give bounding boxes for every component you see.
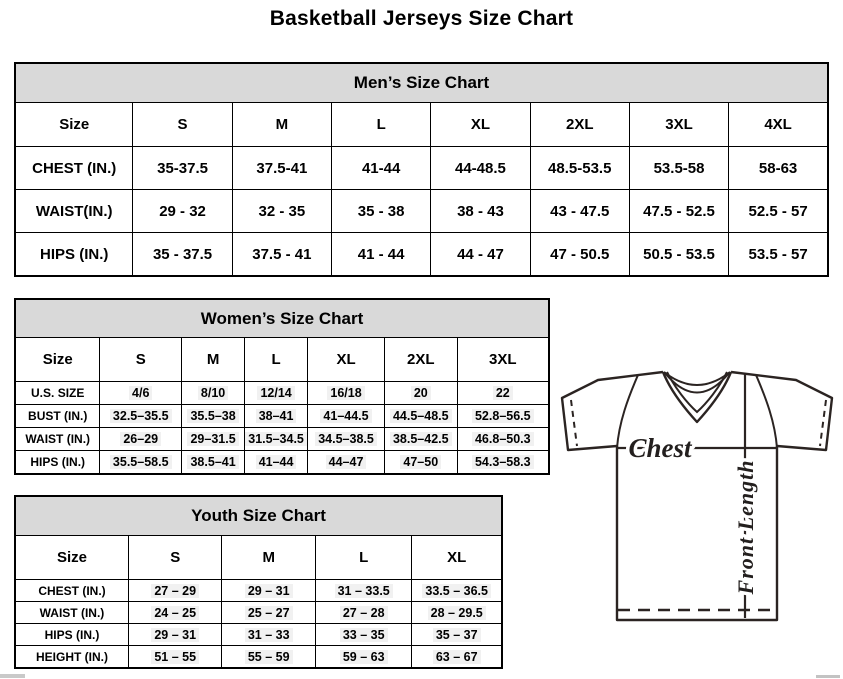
size-value-text: 41–44.5: [320, 409, 371, 423]
size-value-text: 24 – 25: [151, 606, 199, 620]
chest-label: Chest: [628, 433, 692, 463]
mens-chest-row: [15, 147, 828, 190]
youth-waist-row: [15, 602, 502, 624]
size-value: 41-44: [332, 147, 431, 190]
size-value-text: 22: [493, 386, 513, 400]
size-column-label: Size: [15, 338, 100, 382]
row-label: WAIST (IN.): [15, 428, 100, 451]
row-label: CHEST (IN.): [15, 147, 133, 190]
size-value-text: 27 – 28: [340, 606, 388, 620]
size-value: [457, 428, 549, 451]
size-value: [457, 382, 549, 405]
size-value: [100, 405, 182, 428]
size-value: [315, 602, 411, 624]
size-value-text: 33 – 35: [340, 628, 388, 642]
size-value: [128, 646, 222, 669]
size-value: [457, 451, 549, 475]
size-value: [245, 405, 308, 428]
youth-height-row: [15, 646, 502, 669]
row-label: CHEST (IN.): [15, 580, 128, 602]
size-column-header: M: [222, 536, 316, 580]
size-value-text: 12/14: [257, 386, 294, 400]
size-value: [182, 428, 245, 451]
size-column-header: XL: [308, 338, 385, 382]
size-value: [412, 624, 502, 646]
size-value-text: 51 – 55: [151, 650, 199, 664]
size-value: [245, 382, 308, 405]
size-column-header: L: [332, 103, 431, 147]
size-value: [412, 646, 502, 669]
size-value: [222, 624, 316, 646]
size-value: [128, 602, 222, 624]
womens-us-size-row: [15, 382, 549, 405]
size-value-text: 27 – 29: [151, 584, 199, 598]
size-value: [222, 646, 316, 669]
youth-size-header-row: [15, 536, 502, 580]
size-value-text: 46.8–50.3: [472, 432, 534, 446]
size-value-text: 28 – 29.5: [428, 606, 486, 620]
size-value-text: 44–47: [326, 455, 367, 469]
size-column-header: S: [133, 103, 232, 147]
size-value-text: 41–44: [256, 455, 297, 469]
scrollbar-fragment-left[interactable]: [0, 674, 25, 678]
row-label: WAIST (IN.): [15, 602, 128, 624]
mens-chart-title: Men’s Size Chart: [15, 63, 828, 103]
size-value: [308, 405, 385, 428]
womens-size-chart-table: [14, 298, 550, 475]
size-value: [182, 405, 245, 428]
size-column-header: S: [128, 536, 222, 580]
row-label: U.S. SIZE: [15, 382, 100, 405]
youth-size-chart-table: [14, 495, 503, 669]
size-value-text: 35.5–58.5: [110, 455, 172, 469]
size-value-text: 54.3–58.3: [472, 455, 534, 469]
womens-chart-title: Women’s Size Chart: [15, 299, 549, 338]
jersey-outline: [562, 372, 832, 620]
row-label: BUST (IN.): [15, 405, 100, 428]
size-value: 48.5-53.5: [530, 147, 629, 190]
youth-chest-row: [15, 580, 502, 602]
size-value: 38 - 43: [431, 190, 530, 233]
size-value: 50.5 - 53.5: [629, 233, 728, 277]
size-value-text: 29 – 31: [245, 584, 293, 598]
size-value: 43 - 47.5: [530, 190, 629, 233]
size-value-text: 25 – 27: [245, 606, 293, 620]
mens-hips-row: [15, 233, 828, 277]
front-length-label: Front Length: [733, 459, 758, 595]
size-value: [128, 624, 222, 646]
size-value-text: 35 – 37: [433, 628, 481, 642]
cuff-dash-right: [820, 400, 826, 446]
size-value-text: 38–41: [256, 409, 297, 423]
size-value: 32 - 35: [232, 190, 331, 233]
size-value-text: 38.5–42.5: [390, 432, 452, 446]
size-value: 35 - 37.5: [133, 233, 232, 277]
womens-size-header-row: [15, 338, 549, 382]
size-value: [457, 405, 549, 428]
size-value: [182, 382, 245, 405]
womens-section-header-row: [15, 299, 549, 338]
mens-waist-row: [15, 190, 828, 233]
size-value: [308, 382, 385, 405]
size-value: 37.5 - 41: [232, 233, 331, 277]
size-column-header: 2XL: [384, 338, 457, 382]
size-value: 29 - 32: [133, 190, 232, 233]
size-column-header: 2XL: [530, 103, 629, 147]
size-value: 44 - 47: [431, 233, 530, 277]
size-value-text: 38.5–41: [187, 455, 238, 469]
size-value-text: 29 – 31: [151, 628, 199, 642]
size-value: 47 - 50.5: [530, 233, 629, 277]
mens-size-header-row: [15, 103, 828, 147]
row-label: WAIST(IN.): [15, 190, 133, 233]
size-value-text: 55 – 59: [245, 650, 293, 664]
size-value-text: 52.8–56.5: [472, 409, 534, 423]
size-value: [308, 451, 385, 475]
size-value: [315, 646, 411, 669]
size-value: [182, 451, 245, 475]
size-value: 35-37.5: [133, 147, 232, 190]
size-value-text: 47–50: [400, 455, 441, 469]
size-value: [412, 602, 502, 624]
size-column-header: 3XL: [457, 338, 549, 382]
page-title: Basketball Jerseys Size Chart: [269, 7, 574, 30]
youth-hips-row: [15, 624, 502, 646]
size-value: [100, 451, 182, 475]
size-value-text: 31 – 33: [245, 628, 293, 642]
size-column-header: 3XL: [629, 103, 728, 147]
size-value-text: 33.5 – 36.5: [422, 584, 491, 598]
scrollbar-fragment-right[interactable]: [816, 675, 840, 678]
size-value-text: 26–29: [120, 432, 161, 446]
row-label: HIPS (IN.): [15, 233, 133, 277]
size-value: 44-48.5: [431, 147, 530, 190]
size-value-text: 32.5–35.5: [110, 409, 172, 423]
size-value-text: 35.5–38: [187, 409, 238, 423]
size-value: [222, 580, 316, 602]
row-label: HEIGHT (IN.): [15, 646, 128, 669]
size-value: [100, 382, 182, 405]
womens-waist-row: [15, 428, 549, 451]
size-value: [384, 382, 457, 405]
size-column-header: XL: [431, 103, 530, 147]
womens-bust-row: [15, 405, 549, 428]
size-value-text: 34.5–38.5: [315, 432, 377, 446]
size-value: 41 - 44: [332, 233, 431, 277]
size-value: 52.5 - 57: [729, 190, 828, 233]
youth-section-header-row: [15, 496, 502, 536]
size-value-text: 8/10: [198, 386, 228, 400]
jersey-measurement-diagram: [556, 360, 841, 625]
size-column-header: L: [315, 536, 411, 580]
row-label: HIPS (IN.): [15, 624, 128, 646]
size-value-text: 16/18: [327, 386, 364, 400]
size-value: [315, 624, 411, 646]
size-value: 47.5 - 52.5: [629, 190, 728, 233]
size-value-text: 20: [411, 386, 431, 400]
size-column-label: Size: [15, 536, 128, 580]
size-column-label: Size: [15, 103, 133, 147]
womens-hips-row: [15, 451, 549, 475]
size-value-text: 4/6: [129, 386, 152, 400]
size-value: [245, 428, 308, 451]
size-value-text: 31.5–34.5: [245, 432, 307, 446]
collar-back-arc-2: [665, 373, 729, 393]
size-value: [412, 580, 502, 602]
size-value-text: 44.5–48.5: [390, 409, 452, 423]
collar-outer-v: [663, 372, 731, 422]
size-value: [384, 405, 457, 428]
size-value: 37.5-41: [232, 147, 331, 190]
size-value: 53.5-58: [629, 147, 728, 190]
size-value-text: 63 – 67: [433, 650, 481, 664]
size-value: [384, 428, 457, 451]
size-column-header: M: [182, 338, 245, 382]
size-value: [128, 580, 222, 602]
size-value: [222, 602, 316, 624]
size-column-header: L: [245, 338, 308, 382]
size-value: 35 - 38: [332, 190, 431, 233]
size-value: [100, 428, 182, 451]
mens-section-header-row: [15, 63, 828, 103]
size-value-text: 31 – 33.5: [335, 584, 393, 598]
size-column-header: 4XL: [729, 103, 828, 147]
size-value: 58-63: [729, 147, 828, 190]
size-value: [384, 451, 457, 475]
cuff-dash-left: [571, 400, 577, 446]
row-label: HIPS (IN.): [15, 451, 100, 475]
youth-chart-title: Youth Size Chart: [15, 496, 502, 536]
armhole-seam-right: [756, 375, 777, 448]
size-value: [315, 580, 411, 602]
size-value: [308, 428, 385, 451]
size-column-header: M: [232, 103, 331, 147]
mens-size-chart-table: [14, 62, 829, 277]
size-value-text: 59 – 63: [340, 650, 388, 664]
size-value: 53.5 - 57: [729, 233, 828, 277]
size-column-header: S: [100, 338, 182, 382]
size-value-text: 29–31.5: [187, 432, 238, 446]
size-value: [245, 451, 308, 475]
size-column-header: XL: [412, 536, 502, 580]
